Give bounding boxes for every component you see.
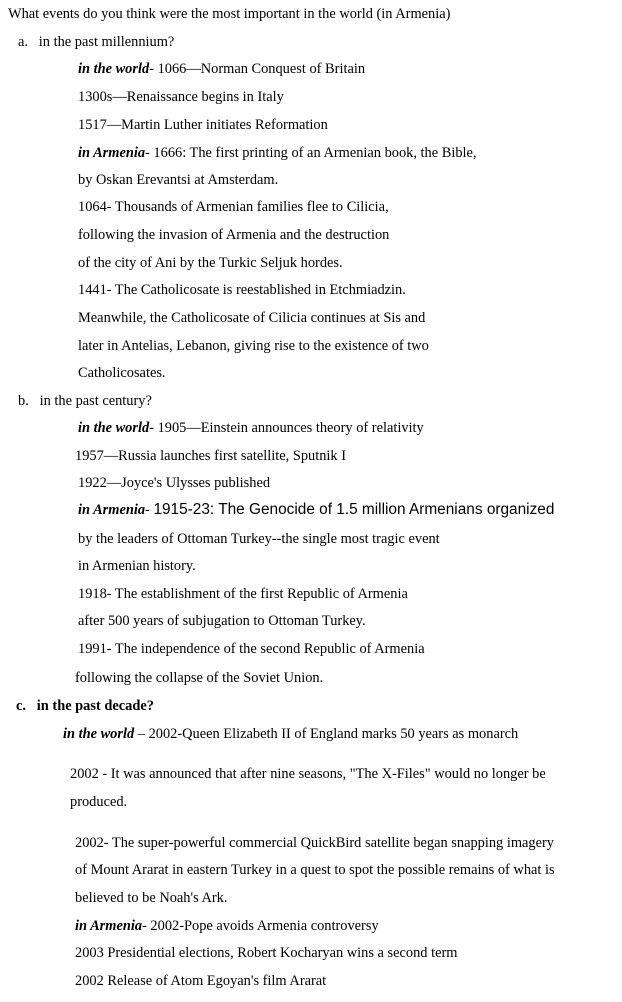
section-b-armenia-line-2: by the leaders of Ottoman Turkey--the single most tragic event — [78, 531, 440, 547]
section-c-world-line-4: 2002- The super-powerful commercial QuickBird satellite began snapping imagery — [75, 835, 554, 851]
section-b-world-line-3: 1922—Joyce's Ulysses published — [78, 475, 271, 491]
section-c-armenia-line-3: 2002 Release of Atom Egoyan's film Ararat — [75, 973, 327, 989]
genocide-text: 1915-23: The Genocide of 1.5 million Armenians organized — [153, 501, 555, 518]
section-c-world-tag: in the world — [63, 726, 135, 742]
section-b-armenia-line-5: after 500 years of subjugation to Ottoman Turkey. — [78, 613, 366, 629]
section-c-world-line-2: 2002 - It was announced that after nine seasons, "The X-Files" would no longer be — [70, 766, 546, 782]
section-a-header — [18, 33, 174, 51]
section-a-armenia-line-7: Meanwhile, the Catholicosate of Cilicia continues at Sis and — [78, 310, 426, 326]
section-a-world-tag: in the world — [78, 61, 150, 77]
section-a-armenia-line-9: Catholicosates. — [78, 365, 166, 381]
section-b-armenia-line-3: in Armenian history. — [78, 558, 196, 574]
section-c-question: in the past decade? — [36, 698, 154, 714]
section-a-armenia-line-4: following the invasion of Armenia and the destruction — [78, 227, 390, 243]
section-b-armenia-line-7: following the collapse of the Soviet Union. — [75, 670, 324, 686]
section-c-world-line-6: believed to be Noah's Ark. — [75, 890, 228, 906]
section-b-world-line-1: in the world- 1905—Einstein announces theory of relativity — [78, 420, 424, 436]
section-b-armenia-line-1: in Armenia- 1915-23: The Genocide of 1.5 million Armenians organized — [78, 501, 555, 518]
section-a-world-line-1: in the world- 1066—Norman Conquest of Britain — [78, 61, 366, 77]
section-b-header — [18, 392, 152, 410]
section-a-armenia-tag: in Armenia — [78, 145, 146, 161]
section-b-world-tag: in the world — [78, 420, 150, 436]
section-a-question: in the past millennium? — [38, 34, 175, 50]
section-a-armenia-line-2: by Oskan Erevantsi at Amsterdam. — [78, 172, 279, 188]
section-c-armenia-line-2: 2003 Presidential elections, Robert Kocharyan wins a second term — [75, 945, 458, 961]
section-c-header — [16, 697, 154, 715]
section-c-world-line-3: produced. — [70, 794, 128, 810]
section-a-armenia-line-3: 1064- Thousands of Armenian families flee to Cilicia, — [78, 199, 389, 215]
section-a-armenia-line-8: later in Antelias, Lebanon, giving rise to the existence of two — [78, 338, 429, 354]
section-c-world-line-1: in the world – 2002-Queen Elizabeth II of England marks 50 years as monarch — [63, 726, 519, 742]
section-a-armenia-line-1: in Armenia- 1666: The first printing of an Armenian book, the Bible, — [78, 145, 477, 161]
section-a-armenia-line-6: 1441- The Catholicosate is reestablished in Etchmiadzin. — [78, 282, 406, 298]
section-b-armenia-line-4: 1918- The establishment of the first Republic of Armenia — [78, 586, 408, 602]
section-b-label: b. — [18, 393, 29, 409]
section-b-armenia-line-6: 1991- The independence of the second Republic of Armenia — [78, 641, 425, 657]
section-c-label: c. — [16, 698, 26, 714]
section-b-question: in the past century? — [39, 393, 152, 409]
section-a-world-line-3: 1517—Martin Luther initiates Reformation — [78, 117, 328, 133]
section-c-world-line-5: of Mount Ararat in eastern Turkey in a quest to spot the possible remains of what is — [75, 862, 555, 878]
section-a-world-line-2: 1300s—Renaissance begins in Italy — [78, 89, 284, 105]
section-b-world-line-2: 1957—Russia launches first satellite, Sputnik I — [75, 448, 346, 464]
section-c-armenia-tag: in Armenia — [75, 918, 143, 934]
section-a-label: a. — [18, 34, 28, 50]
section-a-armenia-line-5: of the city of Ani by the Turkic Seljuk hordes. — [78, 255, 343, 271]
section-c-armenia-line-1: in Armenia- 2002-Pope avoids Armenia controversy — [75, 918, 379, 934]
section-b-armenia-tag: in Armenia — [78, 502, 146, 518]
page-title: What events do you think were the most important in the world (in Armenia) — [8, 6, 451, 22]
